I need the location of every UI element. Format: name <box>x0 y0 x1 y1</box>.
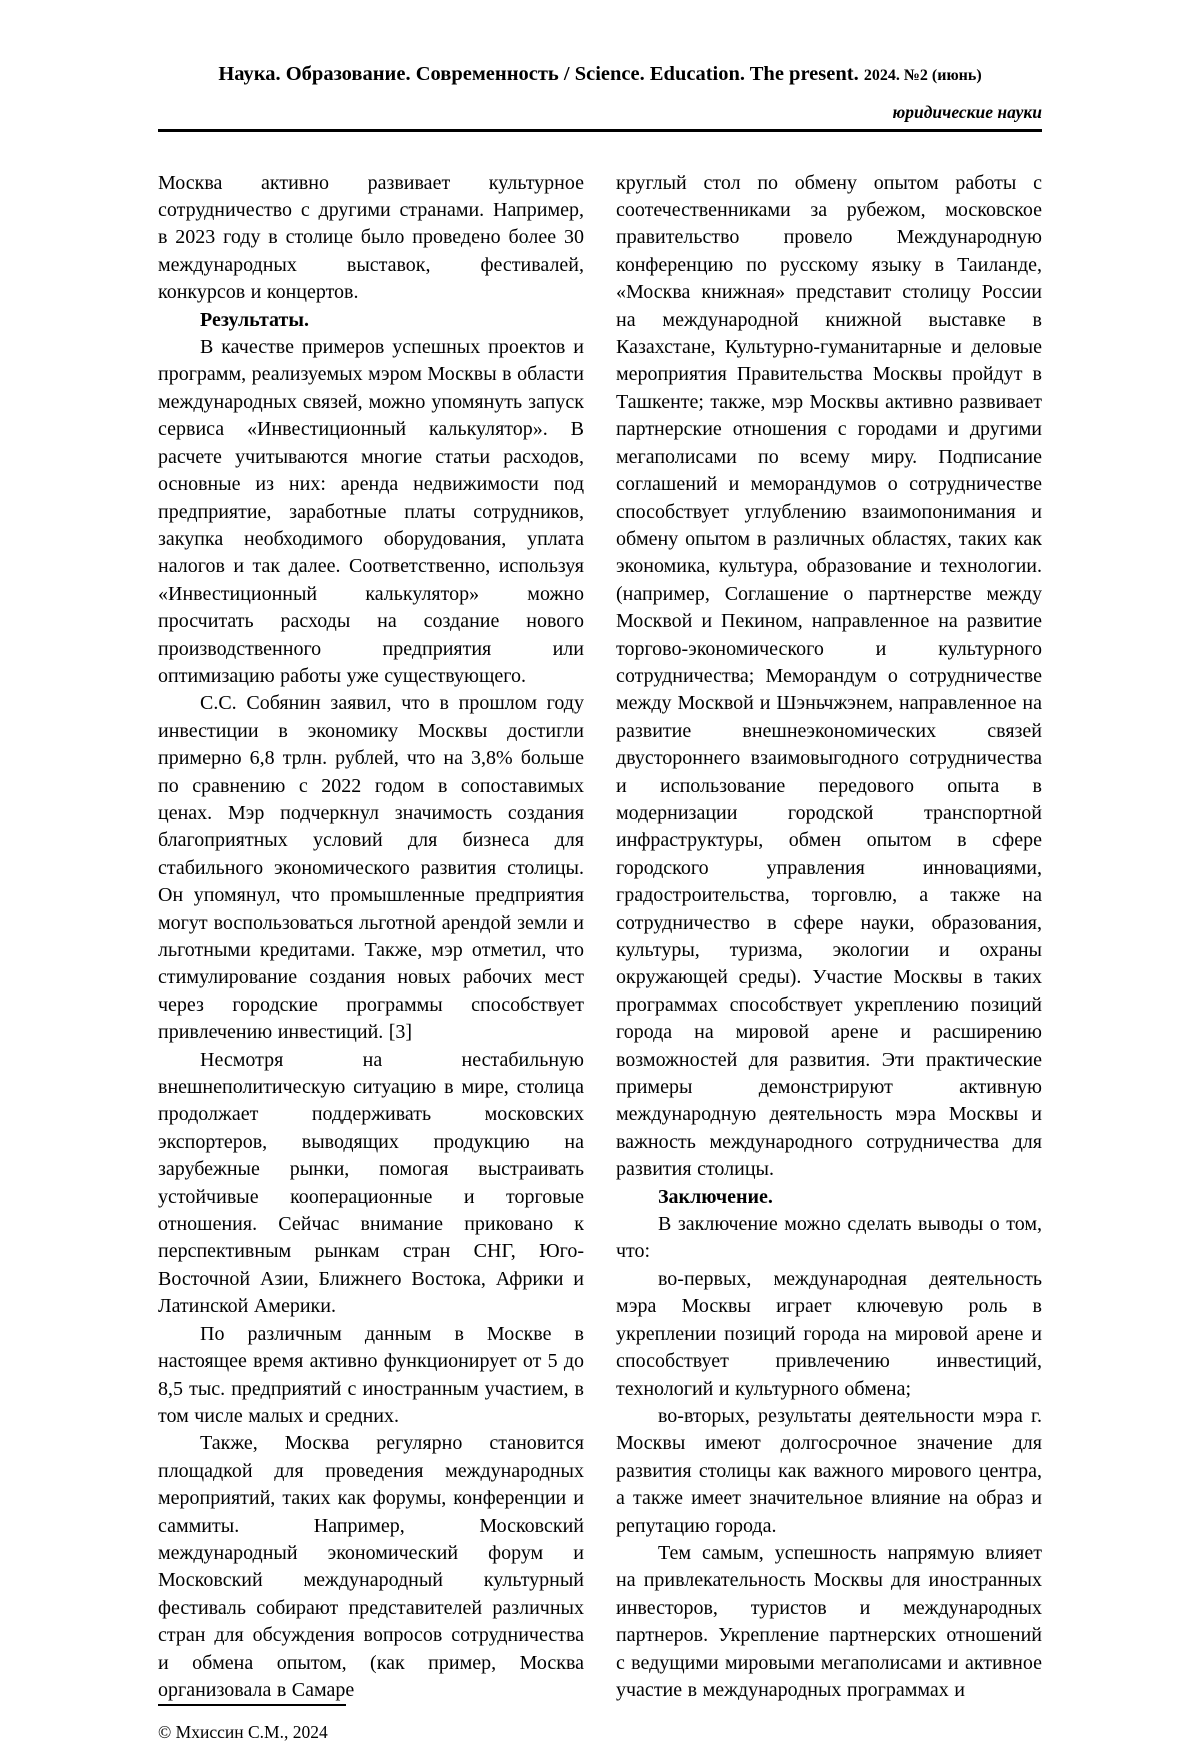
issue-info: 2024. №2 (июнь) <box>863 67 982 84</box>
paragraph: Москва активно развивает культурное сотрудничество с другими странами. Например, в 2023 году в столице было проведено более 30 международных выставок, фестивалей, конкурсов и концертов. <box>158 171 584 304</box>
header-divider <box>158 129 1042 132</box>
copyright: © Мхиссин С.М., 2024 <box>158 1722 328 1743</box>
paragraph: Также, Москва регулярно становится площадкой для проведения международных мероприятий, таких как форумы, конференции и саммиты. Например, Московский международный экономический форум и Московский международный культурный фестиваль собирают представителей различных стран для обсуждения вопросов сотрудничества и обмена опытом, (как пример, Москва организовала в Самаре <box>158 1432 584 1701</box>
paragraph: во-первых, международная деятельность мэра Москвы играет ключевую роль в укреплении позиций города на мировой арене и способствует привлечению инвестиций, технологий и культурного обмена; <box>616 1267 1042 1400</box>
paragraph: во-вторых, результаты деятельности мэра г. Москвы имеют долгосрочное значение для развития столицы как важного мирового центра, а также имеет значительное влияние на образ и репутацию города. <box>616 1404 1042 1537</box>
section-label: юридические науки <box>892 101 1042 122</box>
paragraph: В заключение можно сделать выводы о том, что: <box>616 1213 1042 1263</box>
paragraph: В качестве примеров успешных проектов и программ, реализуемых мэром Москвы в области международных связей, можно упомянуть запуск сервиса «Инвестиционный калькулятор». В расчете учитываются многие статьи расходов, основные из них: аренда недвижимости под предприятие, заработные платы сотрудников, закупка необходимого оборудования, уплата налогов и так далее. Соответственно, используя «Инвестиционный калькулятор» можно просчитать расходы на создание нового производственного предприятия или оптимизацию работы уже существующего. <box>158 336 584 687</box>
page-footer <box>158 1704 1042 1743</box>
journal-title <box>158 62 1042 88</box>
article-body <box>158 170 1042 1705</box>
section-heading-conclusion: Заключение. <box>658 1185 773 1208</box>
paragraph: Несмотря на нестабильную внешнеполитическую ситуацию в мире, столица продолжает поддерживать московских экспортеров, выводящих продукцию на зарубежные рынки, помогая выстраивать устойчивые кооперационные и торговые отношения. Сейчас внимание приковано к перспективным рынкам стран СНГ, Юго-Восточной Азии, Ближнего Востока, Африки и Латинской Америки. <box>158 1048 584 1318</box>
paragraph: круглый стол по обмену опытом работы с соотечественниками за рубежом, московское правительство провело Международную конференцию по русскому языку в Таиланде, «Москва книжная» представит столицу России на международной книжной выставке в Казахстане, Культурно-гуманитарные и деловые мероприятия Правительства Москвы пройдут в Ташкенте; также, мэр Москвы активно развивает партнерские отношения с городами и другими мегаполисами по всему миру. Подписание соглашений и меморандумов о сотрудничестве способствует углублению взаимопонимания и обмену опытом в различных областях, таких как экономика, культура, образование и технологии. (например, Соглашение о партнерстве между Москвой и Пекином, направленное на развитие торгово-экономического и культурного сотрудничества; Меморандум о сотрудничестве между Москвой и Шэньчжэнем, направленное на развитие внешнеэкономических связей двустороннего взаимовыгодного сотрудничества и использование передового опыта в модернизации городской транспортной инфраструктуры, обмен опытом в сфере городского управления инновациями, градостроительства, торговлю, а также на сотрудничество в сфере науки, образования, культуры, туризма, экологии и охраны окружающей среды). Участие Москвы в таких программах способствует укреплению позиций города на мировой арене и расширению возможностей для развития. Эти практические примеры демонстрируют активную международную деятельность мэра Москвы и важность международного сотрудничества для развития столицы. <box>616 171 1042 1181</box>
column-left <box>158 170 584 1705</box>
page-header <box>158 62 1042 132</box>
section-heading-results: Результаты. <box>200 308 309 331</box>
paragraph: По различным данным в Москве в настоящее время активно функционирует от 5 до 8,5 тыс. предприятий с иностранным участием, в том числе малых и средних. <box>158 1322 584 1427</box>
journal-title-text: Наука. Образование. Современность / Science. Education. The present. <box>218 63 859 85</box>
column-right <box>616 170 1042 1705</box>
paragraph: С.С. Собянин заявил, что в прошлом году инвестиции в экономику Москвы достигли примерно 6,8 трлн. рублей, что на 3,8% больше по сравнению с 2022 годом в сопоставимых ценах. Мэр подчеркнул значимость создания благоприятных условий для бизнеса для стабильного экономического развития столицы. Он упомянул, что промышленные предприятия могут воспользоваться льготной арендой земли и льготными кредитами. Также, мэр отметил, что стимулирование создания новых рабочих мест через городские программы способствует привлечению инвестиций. [3] <box>158 692 584 1044</box>
footnote-rule <box>158 1704 346 1706</box>
paragraph: Тем самым, успешность напрямую влияет на привлекательность Москвы для иностранных инвесторов, туристов и международных партнеров. Укрепление партнерских отношений с ведущими мировыми мегаполисами и активное участие в международных программах и <box>616 1541 1042 1701</box>
